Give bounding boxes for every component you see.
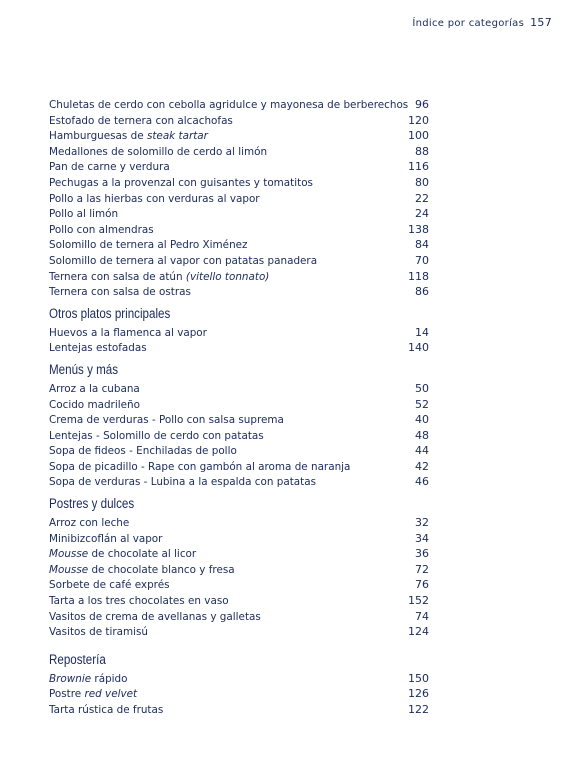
section-title: Postres y dulces (49, 496, 135, 512)
index-entry-page: 24 (415, 207, 429, 221)
index-entry-label (49, 98, 408, 114)
index-entry (49, 474, 429, 490)
index-entry-page: 86 (415, 285, 429, 299)
index-entry-label (49, 547, 196, 563)
index-entry-text: de chocolate blanco y fresa (88, 563, 235, 576)
index-entry (49, 443, 429, 459)
index-entry-page: 140 (408, 341, 429, 355)
index-entry-page: 50 (415, 381, 429, 395)
index-entry (49, 206, 429, 222)
index-entry-label (49, 444, 237, 460)
index-entry (49, 459, 429, 475)
index-entry-text: Pollo a las hierbas con verduras al vapor (49, 192, 260, 205)
index-entry-label (49, 160, 170, 176)
index-entry-page: 150 (408, 671, 429, 685)
index-entry (49, 175, 429, 191)
index-entry (49, 577, 429, 593)
section-title: Menús y más (49, 361, 119, 377)
index-entry-text: Crema de verduras - Pollo con salsa suprema (49, 414, 284, 427)
index-entry-page: 122 (408, 703, 429, 716)
index-entry (49, 624, 429, 640)
index-entry-label (49, 703, 163, 719)
index-entry-text: Estofado de ternera con alcachofas (49, 114, 233, 127)
index-entry-text: Sorbete de café exprés (49, 579, 170, 592)
index-entry-text: Solomillo de ternera al Pedro Ximénez (49, 239, 248, 252)
index-entry (49, 222, 429, 238)
index-entry-page: 100 (408, 129, 429, 143)
index-entry-text: Hamburguesas de (49, 130, 147, 143)
index-entry-text: Arroz con leche (49, 517, 130, 530)
index-entry-label (49, 176, 313, 192)
index-entry-label (49, 625, 148, 641)
index-entry-label (49, 326, 207, 342)
index-entry (49, 686, 429, 702)
index-entry-page: 52 (415, 397, 429, 411)
index-entry-text: Pan de carne y verdura (49, 161, 170, 174)
index-entry (49, 531, 429, 547)
index-entry-label (49, 563, 235, 579)
index-entry-label (49, 687, 137, 703)
index-entry (49, 381, 429, 397)
index-entry (49, 562, 429, 578)
index-entry (49, 269, 429, 285)
index-entry (49, 191, 429, 207)
index-entry-text: Ternera con salsa de ostras (49, 286, 191, 299)
category-index (49, 97, 429, 718)
index-entry-text: Pollo con almendras (49, 223, 154, 236)
index-entry-text: Vasitos de tiramisú (49, 626, 149, 639)
index-entry-label (49, 341, 147, 357)
index-entry-label (49, 382, 140, 398)
index-entry-page: 46 (415, 475, 429, 489)
section-title: Otros platos principales (49, 305, 171, 321)
index-entry-page: 152 (408, 594, 429, 608)
index-entry-label (49, 413, 284, 429)
index-entry-text: Sopa de verduras - Lubina a la espalda con patatas (49, 476, 317, 489)
index-entry (49, 609, 429, 625)
index-entry-page: 120 (408, 113, 429, 127)
page-number: 157 (530, 16, 552, 29)
index-entry-text: Arroz a la cubana (49, 382, 140, 395)
index-entry-label (49, 475, 316, 491)
index-entry-text: Chuletas de cerdo con cebolla agridulce y mayonesa de berberechos (49, 99, 409, 111)
index-entry-page: 42 (415, 459, 429, 473)
index-entry-page: 36 (415, 547, 429, 561)
index-entry-text: Sopa de fideos - Enchiladas de pollo (49, 445, 237, 458)
index-entry (49, 144, 429, 160)
index-entry (49, 340, 429, 356)
index-entry-text: Minibizcoflán al vapor (49, 532, 163, 545)
index-entry (49, 397, 429, 413)
index-entry-text: Brownie (49, 672, 92, 685)
index-entry-text: Pollo al limón (49, 208, 119, 221)
index-entry (49, 325, 429, 341)
index-entry-page: 70 (415, 253, 429, 267)
index-entry-label (49, 460, 350, 476)
index-entry-text: (vitello tonnato) (185, 270, 270, 283)
index-entry-page: 48 (415, 428, 429, 442)
index-entry-label (49, 594, 229, 610)
index-entry-label (49, 672, 128, 688)
index-entry-text: Tarta rústica de frutas (49, 704, 164, 716)
index-entry-page: 72 (415, 562, 429, 576)
index-entry-page: 88 (415, 144, 429, 158)
index-entry-text: Ternera con salsa de atún (49, 270, 186, 283)
index-entry (49, 159, 429, 175)
index-entry-page: 74 (415, 609, 429, 623)
index-entry-label (49, 129, 208, 145)
running-header (412, 16, 552, 29)
index-entry (49, 428, 429, 444)
index-entry (49, 237, 429, 253)
index-entry-text: de chocolate al licor (88, 548, 197, 561)
index-entry-label (49, 145, 267, 161)
index-entry (49, 671, 429, 687)
index-entry-page: 116 (408, 160, 429, 174)
index-entry-text: Tarta a los tres chocolates en vaso (49, 595, 229, 608)
index-entry-page: 124 (408, 625, 429, 639)
index-entry-label (49, 429, 264, 445)
index-entry-text: steak tartar (146, 130, 208, 143)
index-entry-text: Mousse (49, 563, 89, 576)
index-entry-label (49, 398, 140, 414)
index-entry-text: red velvet (84, 688, 138, 701)
index-entry-page: 44 (415, 444, 429, 458)
index-entry-page: 32 (415, 516, 429, 530)
index-entry-text: Mousse (49, 548, 89, 561)
index-entry (49, 284, 429, 300)
index-entry-text: Medallones de solomillo de cerdo al limón (49, 145, 268, 158)
index-entry-label (49, 578, 170, 594)
index-entry (49, 253, 429, 269)
index-entry-text: Sopa de picadillo - Rape con gambón al aroma de naranja (49, 460, 351, 473)
index-entry-text: Solomillo de ternera al vapor con patatas panadera (49, 254, 318, 267)
index-entry-label (49, 532, 162, 548)
index-entry-label (49, 516, 129, 532)
index-entry-label (49, 114, 233, 130)
index-entry-label (49, 610, 261, 626)
index-entry-text: Cocido madrileño (49, 398, 140, 411)
running-header-title: Índice por categorías (412, 18, 525, 29)
index-entry-page: 22 (415, 191, 429, 205)
index-entry-page: 14 (415, 325, 429, 339)
index-entry-label (49, 192, 260, 208)
index-entry-page: 76 (415, 578, 429, 592)
index-entry-label (49, 254, 317, 270)
index-entry-page: 84 (415, 238, 429, 252)
index-entry-label (49, 270, 269, 286)
index-entry (49, 546, 429, 562)
index-entry (49, 412, 429, 428)
index-entry-text: rápido (91, 672, 128, 685)
index-entry (49, 515, 429, 531)
index-entry-page: 80 (415, 175, 429, 189)
index-entry-text: Pechugas a la provenzal con guisantes y tomatitos (49, 176, 313, 189)
index-entry-page: 118 (408, 269, 429, 283)
index-entry-text: Huevos a la flamenca al vapor (49, 326, 207, 339)
index-entry-text: Vasitos de crema de avellanas y galletas (49, 610, 261, 623)
index-entry (49, 593, 429, 609)
index-entry (49, 702, 429, 718)
index-entry (49, 113, 429, 129)
index-entry-page: 34 (415, 531, 429, 545)
index-entry-text: Lentejas estofadas (49, 342, 147, 355)
index-entry-text: Lentejas - Solomillo de cerdo con patatas (49, 429, 264, 442)
index-entry (49, 128, 429, 144)
index-entry-page: 96 (415, 98, 429, 111)
index-entry-label (49, 238, 248, 254)
index-entry-text: Postre (49, 688, 85, 701)
index-entry-page: 126 (408, 687, 429, 701)
index-entry-label (49, 223, 154, 239)
index-entry (49, 97, 429, 113)
index-entry-page: 138 (408, 222, 429, 236)
section-title: Repostería (49, 651, 106, 667)
index-entry-page: 40 (415, 413, 429, 427)
index-entry-label (49, 285, 191, 301)
index-entry-label (49, 207, 118, 223)
